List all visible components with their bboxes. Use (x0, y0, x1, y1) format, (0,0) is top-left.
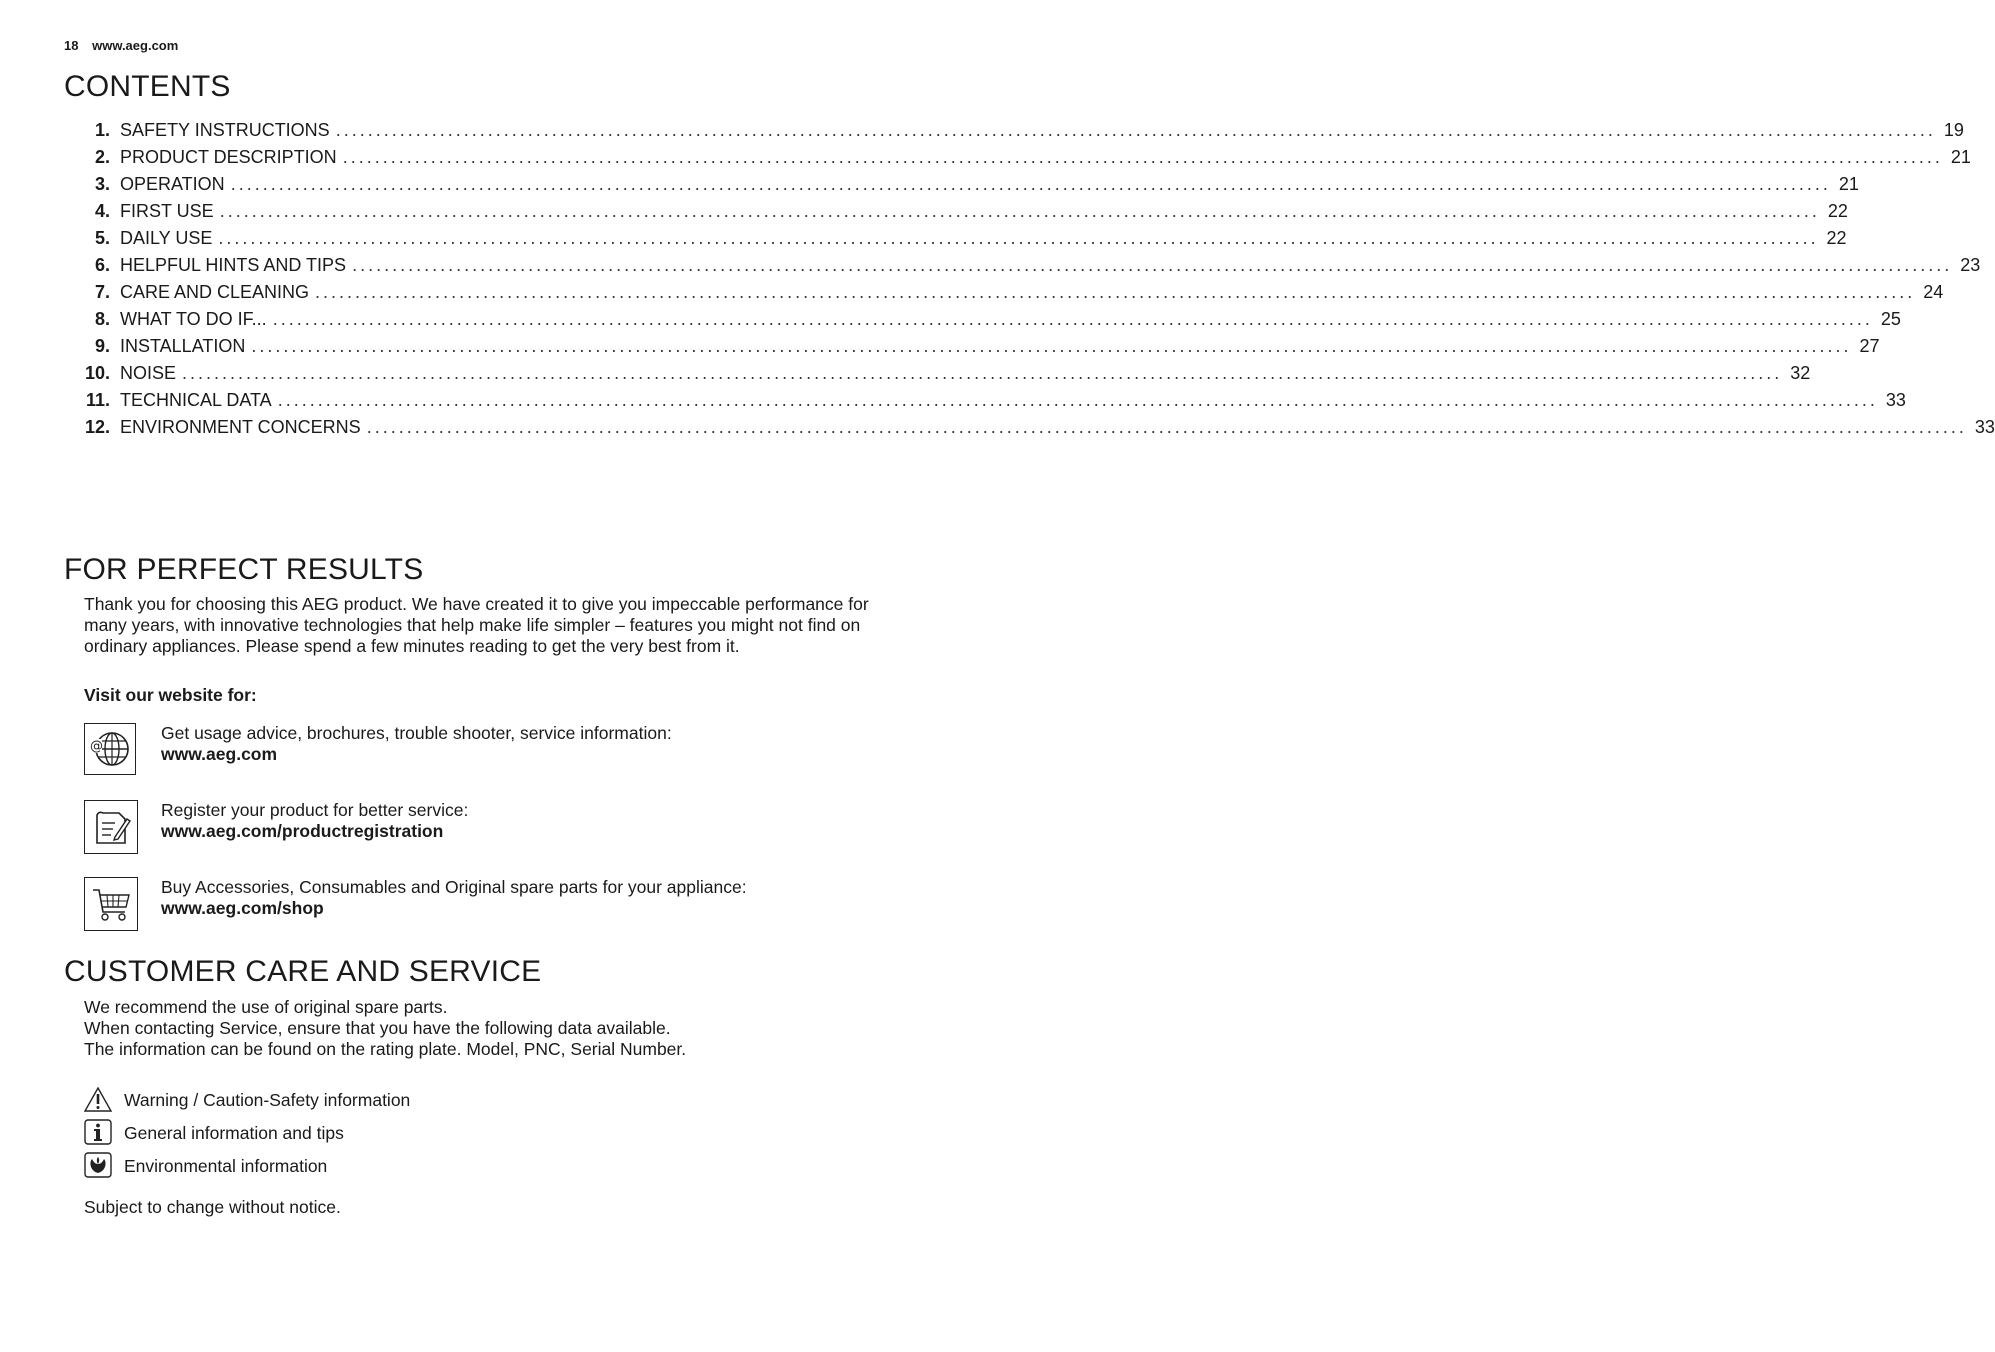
toc-number: 7. (94, 282, 110, 302)
toc-title: FIRST USE (120, 201, 214, 221)
toc-leader-dots: ........................................................................................................................................................................................................ (251, 336, 1852, 356)
toc-number: 10. (84, 363, 110, 383)
legend-text: General information and tips (124, 1123, 344, 1143)
toc-page: 21 (1950, 147, 1971, 167)
toc-title: INSTALLATION (120, 336, 246, 356)
link-description: Register your product for better service: (161, 800, 469, 820)
toc-title: ENVIRONMENT CONCERNS (120, 417, 361, 437)
toc-entry[interactable] (78, 282, 1944, 309)
toc-page: 21 (1838, 174, 1859, 194)
toc-title: HELPFUL HINTS AND TIPS (120, 255, 347, 275)
register-pen-icon (84, 800, 138, 854)
care-line-2: When contacting Service, ensure that you have the following data available. (84, 1018, 671, 1038)
toc-leader-dots: ........................................................................................................................................................................................................ (335, 120, 1936, 140)
toc-number: 2. (94, 147, 110, 167)
toc-page: 19 (1943, 120, 1964, 140)
toc-page: 24 (1923, 282, 1944, 302)
toc-leader-dots: ........................................................................................................................................................................................................ (219, 201, 1820, 221)
toc-number: 9. (94, 336, 110, 356)
toc-entry[interactable] (78, 201, 1848, 228)
toc-number: 8. (94, 309, 110, 329)
intro-paragraph: Thank you for choosing this AEG product. We have created it to give you impeccable performance for many years, with innovative technologies that help make life simpler – features you might not find on ordinary appliances. Please spend a few minutes reading to get the very best from it. (84, 594, 869, 656)
toc-number: 5. (94, 228, 110, 248)
toc-title: NOISE (120, 363, 177, 383)
toc-leader-dots: ........................................................................................................................................................................................................ (182, 363, 1783, 383)
toc-leader-dots: ........................................................................................................................................................................................................ (352, 255, 1953, 275)
toc-entry[interactable] (78, 228, 1847, 255)
change-notice: Subject to change without notice. (84, 1197, 341, 1217)
toc-title: CARE AND CLEANING (120, 282, 310, 302)
toc-page: 23 (1960, 255, 1981, 275)
link-description: Buy Accessories, Consumables and Original spare parts for your appliance: (161, 877, 747, 897)
toc-page: 25 (1880, 309, 1901, 329)
shop-link[interactable]: www.aeg.com/shop (161, 898, 324, 918)
customer-care-title: CUSTOMER CARE AND SERVICE (64, 955, 542, 988)
toc-title: SAFETY INSTRUCTIONS (120, 120, 330, 140)
toc-leader-dots: ........................................................................................................................................................................................................ (218, 228, 1819, 248)
environment-icon (84, 1152, 112, 1178)
toc-leader-dots: ........................................................................................................................................................................................................ (315, 282, 1916, 302)
toc-number: 4. (94, 201, 110, 221)
toc-entry[interactable] (78, 147, 1971, 174)
toc-number: 12. (84, 417, 110, 437)
care-line-1: We recommend the use of original spare parts. (84, 997, 448, 1017)
toc-page: 27 (1859, 336, 1880, 356)
toc-entry[interactable] (78, 255, 1981, 282)
table-of-contents (78, 120, 1995, 444)
toc-number: 11. (85, 390, 110, 410)
toc-page: 33 (1885, 390, 1906, 410)
toc-title: DAILY USE (120, 228, 213, 248)
toc-leader-dots: ........................................................................................................................................................................................................ (366, 417, 1967, 437)
toc-entry[interactable] (78, 363, 1811, 390)
toc-title: TECHNICAL DATA (120, 390, 272, 410)
toc-leader-dots: ........................................................................................................................................................................................................ (272, 309, 1873, 329)
link-description: Get usage advice, brochures, trouble shooter, service information: (161, 723, 672, 743)
info-icon (84, 1119, 112, 1145)
toc-number: 6. (94, 255, 110, 275)
toc-title: WHAT TO DO IF... (120, 309, 267, 329)
toc-entry[interactable] (78, 174, 1859, 201)
warning-triangle-icon (84, 1086, 112, 1112)
toc-number: 3. (94, 174, 110, 194)
website-link[interactable]: www.aeg.com (161, 744, 278, 764)
legend-text: Environmental information (124, 1156, 328, 1176)
svg-text:@: @ (90, 739, 103, 754)
toc-entry[interactable] (78, 336, 1880, 363)
contents-title: CONTENTS (64, 70, 231, 103)
toc-leader-dots: ........................................................................................................................................................................................................ (277, 390, 1878, 410)
toc-title: OPERATION (120, 174, 225, 194)
toc-page: 22 (1826, 228, 1847, 248)
toc-page: 32 (1790, 363, 1811, 383)
toc-entry[interactable] (78, 390, 1906, 417)
registration-link[interactable]: www.aeg.com/productregistration (161, 821, 444, 841)
toc-entry[interactable] (78, 120, 1964, 147)
shopping-cart-icon (84, 877, 138, 931)
toc-title: PRODUCT DESCRIPTION (120, 147, 337, 167)
toc-leader-dots: ........................................................................................................................................................................................................ (342, 147, 1943, 167)
visit-label: Visit our website for: (84, 685, 257, 705)
perfect-results-title: FOR PERFECT RESULTS (64, 553, 424, 586)
toc-entry[interactable] (78, 417, 1995, 444)
toc-page: 33 (1974, 417, 1995, 437)
page-header (64, 38, 178, 53)
toc-leader-dots: ........................................................................................................................................................................................................ (230, 174, 1831, 194)
care-line-3: The information can be found on the rating plate. Model, PNC, Serial Number. (84, 1039, 687, 1059)
globe-at-icon (84, 723, 136, 775)
header-site: www.aeg.com (92, 38, 179, 53)
toc-entry[interactable] (78, 309, 1901, 336)
toc-number: 1. (94, 120, 110, 140)
toc-page: 22 (1827, 201, 1848, 221)
page-number: 18 (64, 38, 79, 53)
legend-text: Warning / Caution-Safety information (124, 1090, 411, 1110)
